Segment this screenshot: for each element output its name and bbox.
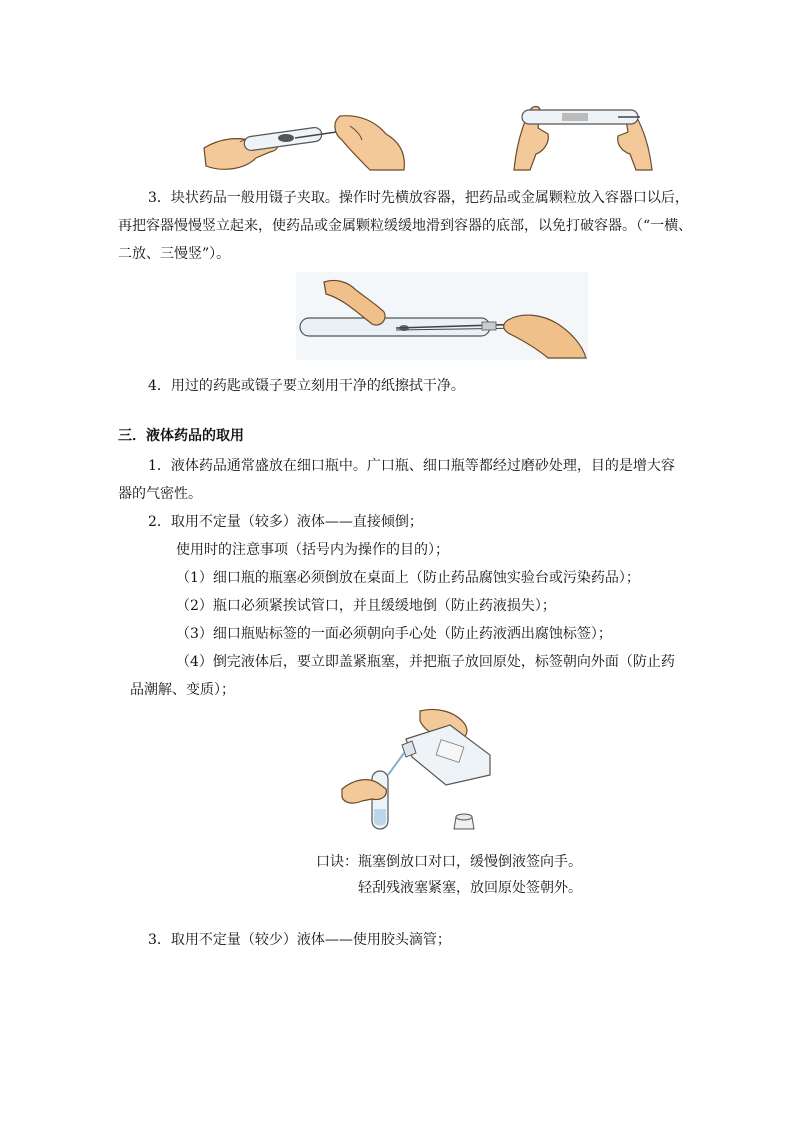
liquid-paragraph-3: 3．取用不定量（较少）液体——使用胶头滴管；: [148, 932, 451, 948]
paragraph-3-line-2: 再把容器慢慢竖立起来，使药品或金属颗粒缓缓地滑到容器的底部，以免打破容器。（“一横、: [118, 218, 693, 234]
note-4-line-2: 品潮解、变质）；: [130, 682, 235, 698]
paragraph-4: 4．用过的药匙或镊子要立刻用干净的纸擦拭干净。: [148, 378, 465, 394]
mnemonic-line-1: 口诀：瓶塞倒放口对口，缓慢倒液签向手。: [316, 854, 582, 870]
mnemonic-line-2: 轻刮残液塞紧塞，放回原处签朝外。: [358, 880, 582, 896]
note-3: （3）细口瓶贴标签的一面必须朝向手心处（防止药液洒出腐蚀标签）；: [176, 626, 612, 642]
liquid-paragraph-2: 2．取用不定量（较多）液体——直接倾倒；: [148, 514, 423, 530]
figure-pouring-liquid: [340, 705, 494, 835]
figure-tube-two-hands: [508, 100, 658, 174]
notes-intro: 使用时的注意事项（括号内为操作的目的）；: [176, 542, 449, 558]
paragraph-3-line-1: 3．块状药品一般用镊子夹取。操作时先横放容器，把药品或金属颗粒放入容器口以后，: [148, 190, 689, 206]
section-heading-liquid-drugs: 三．液体药品的取用: [118, 428, 244, 444]
note-2: （2）瓶口必须紧挨试管口，并且缓缓地倒（防止药液损失）；: [176, 598, 556, 614]
paragraph-3-line-3: 二放、三慢竖”）。: [118, 246, 231, 262]
liquid-paragraph-1-line-1: 1．液体药品通常盛放在细口瓶中。广口瓶、细口瓶等都经过磨砂处理，目的是增大容: [148, 458, 675, 474]
figure-spoon-into-tube: [200, 112, 410, 174]
note-1: （1）细口瓶的瓶塞必须倒放在桌面上（防止药品腐蚀实验台或污染药品）；: [176, 570, 640, 586]
figure-tweezers-horizontal-tube: [296, 272, 588, 360]
note-4-line-1: （4）倒完液体后，要立即盖紧瓶塞，并把瓶子放回原处，标签朝向外面（防止药: [176, 654, 675, 670]
liquid-paragraph-1-line-2: 器的气密性。: [118, 486, 202, 502]
